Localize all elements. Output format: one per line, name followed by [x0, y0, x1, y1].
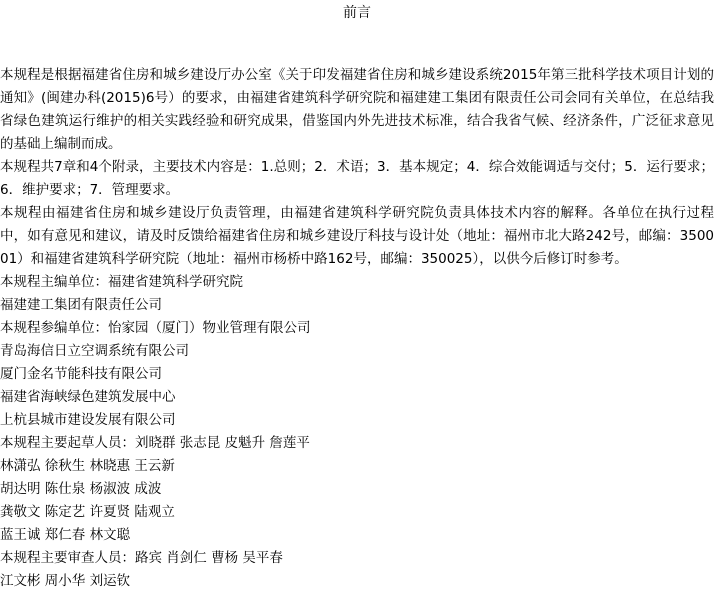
- page-title: 前言: [343, 5, 371, 21]
- participating-unit-line: 本规程参编单位：怡家园（厦门）物业管理有限公司: [0, 320, 311, 336]
- paragraph-basis: 本规程是根据福建省住房和城乡建设厅办公室《关于印发福建省住房和城乡建设系统2015年第三批科学技术项目计划的通知》(闽建办科(2015)6号）的要求，由福建省建筑科学研究院和福建建工集团有限责任公司会同有关单位，在总结我省绿色建筑运行维护的相关实践经验和研究成果，借鉴国内外先进技术标准，结合我省气候、经济条件，广泛征求意见的基础上编制而成。: [0, 67, 714, 152]
- drafter-list-line: 龚敬文 陈定艺 许夏贤 陆观立: [0, 504, 175, 520]
- reviewer-list-line: 江文彬 周小华 刘运钦: [0, 573, 131, 589]
- participating-unit-line: 青岛海信日立空调系统有限公司: [0, 343, 189, 359]
- paragraph-management: 本规程由福建省住房和城乡建设厅负责管理，由福建省建筑科学研究院负责具体技术内容的解释。各单位在执行过程中，如有意见和建议，请及时反馈给福建省住房和城乡建设厅科技与设计处（地址：福州市北大路242号，邮编：350001）和福建省建筑科学研究院（地址：福州市杨桥中路162号，邮编：350025），以供今后修订时参考。: [0, 205, 714, 267]
- chief-editor-unit-line: 本规程主编单位：福建省建筑科学研究院: [0, 274, 243, 290]
- drafter-list-line: 本规程主要起草人员：刘晓群 张志昆 皮魁升 詹莲平: [0, 435, 310, 451]
- drafter-list-line: 胡达明 陈仕泉 杨淑波 成波: [0, 481, 162, 497]
- paragraph-contents: 本规程共7章和4个附录，主要技术内容是：1.总则；2．术语；3．基本规定；4．综合效能调适与交付；5．运行要求；6．维护要求；7．管理要求。: [0, 159, 714, 198]
- drafter-list-line: 蓝王诚 郑仁春 林文聪: [0, 527, 131, 543]
- chief-editor-unit-line: 福建建工集团有限责任公司: [0, 297, 162, 313]
- title-spacer: [0, 23, 714, 64]
- participating-unit-line: 厦门金名节能科技有限公司: [0, 366, 162, 382]
- drafter-list-line: 林潇弘 徐秋生 林晓惠 王云新: [0, 458, 175, 474]
- participating-unit-line: 福建省海峡绿色建筑发展中心: [0, 389, 176, 405]
- reviewer-list-line: 本规程主要审查人员：路宾 肖剑仁 曹杨 吴平春: [0, 550, 283, 566]
- participating-unit-line: 上杭县城市建设发展有限公司: [0, 412, 176, 428]
